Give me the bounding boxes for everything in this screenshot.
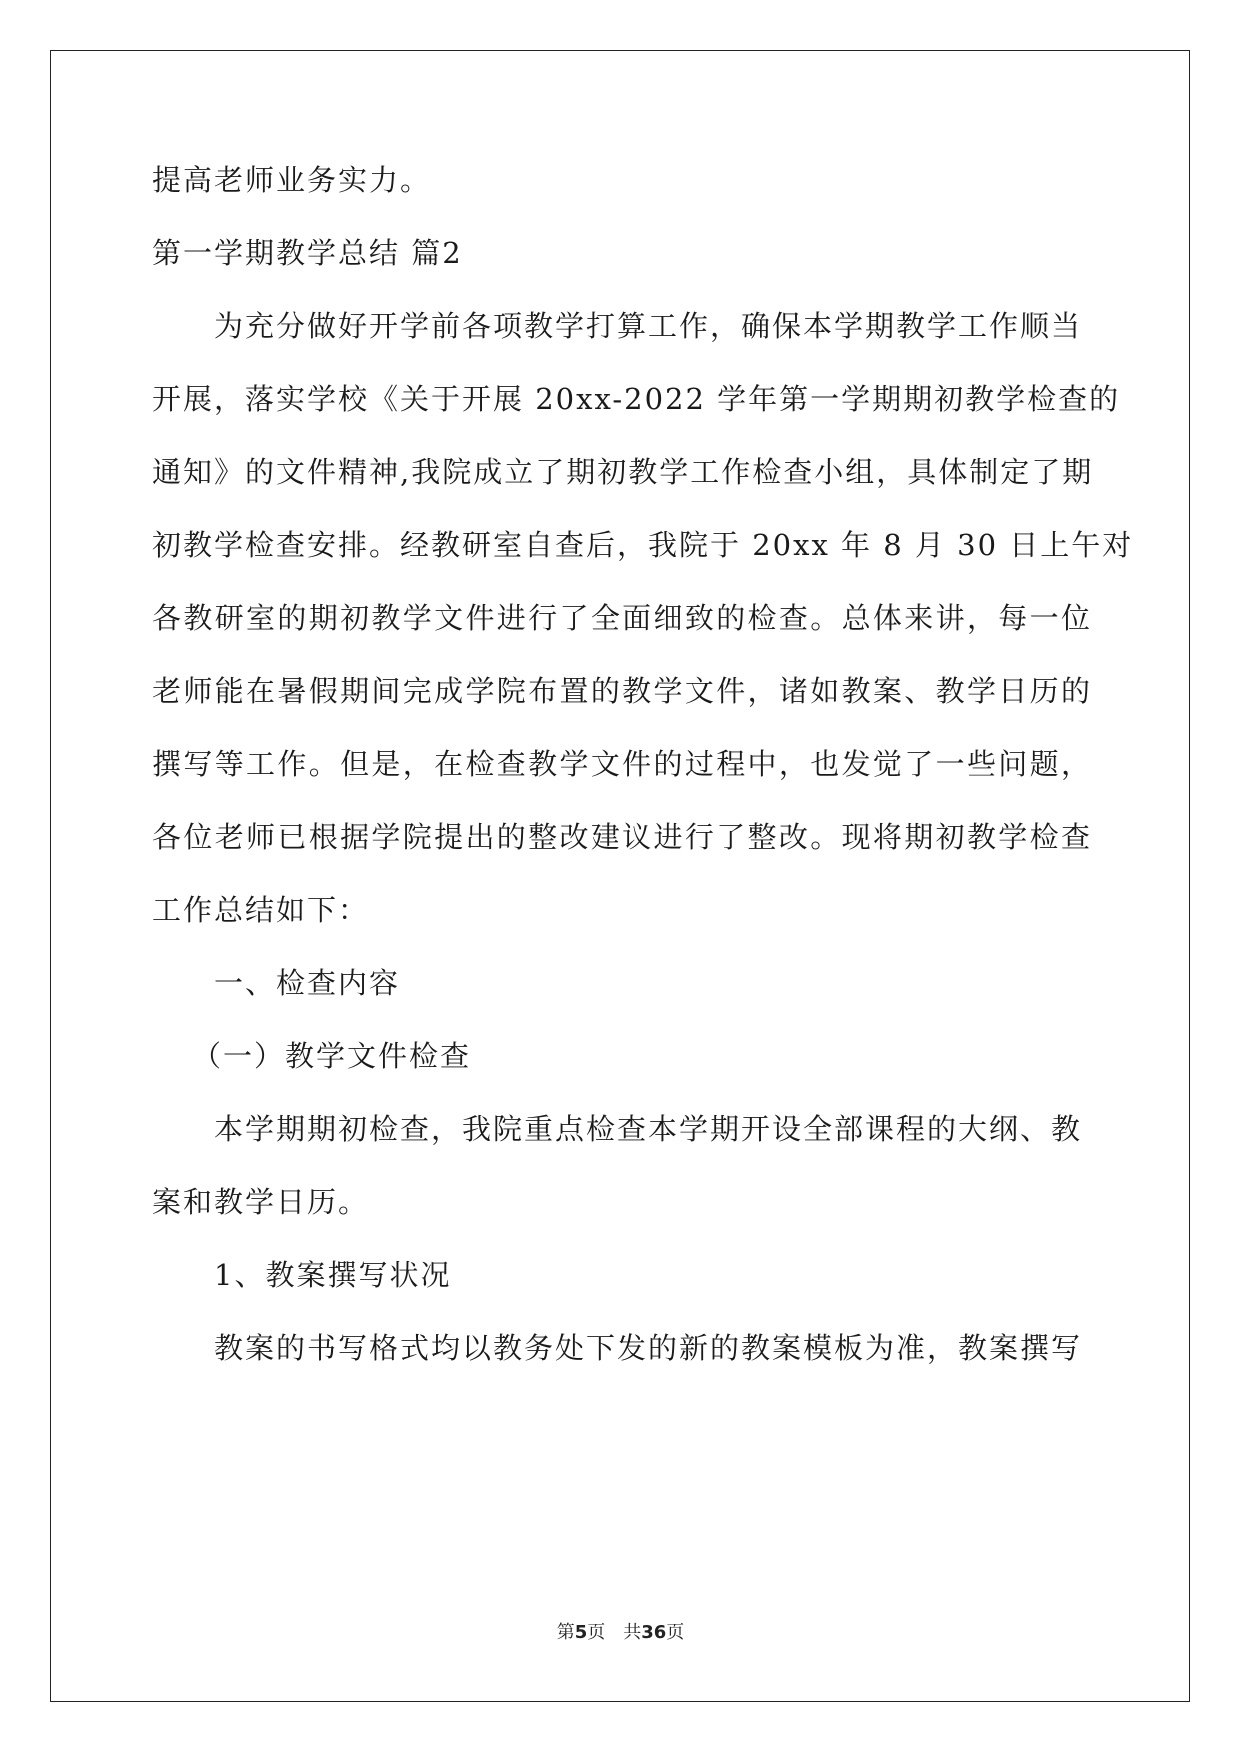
section-heading: 第一学期教学总结 篇2 — [152, 236, 463, 270]
paragraph-line: 案和教学日历。 — [152, 1185, 370, 1219]
paragraph-line: 通知》的文件精神,我院成立了期初教学工作检查小组，具体制定了期 — [152, 455, 1094, 489]
paragraph-line: 各位老师已根据学院提出的整改建议进行了整改。现将期初教学检查 — [152, 820, 1092, 854]
paragraph-line: 教案的书写格式均以教务处下发的新的教案模板为准，教案撰写 — [214, 1331, 1083, 1365]
total-page-count: 36 — [641, 1622, 667, 1643]
page-footer — [0, 1618, 1241, 1644]
current-page-number: 5 — [574, 1622, 588, 1643]
paragraph-line: 老师能在暑假期间完成学院布置的教学文件，诸如教案、教学日历的 — [152, 674, 1092, 708]
footer-suffix: 页 — [666, 1622, 685, 1643]
paragraph-line: 初教学检查安排。经教研室自查后，我院于 20xx 年 8 月 30 日上午对 — [152, 528, 1134, 562]
paragraph-line: 各教研室的期初教学文件进行了全面细致的检查。总体来讲，每一位 — [152, 601, 1092, 635]
subheading: 1、教案撰写状况 — [214, 1258, 452, 1292]
paragraph-line: 为充分做好开学前各项教学打算工作，确保本学期教学工作顺当 — [214, 309, 1083, 343]
paragraph-line: 开展，落实学校《关于开展 20xx-2022 学年第一学期期初教学检查的 — [152, 382, 1121, 416]
paragraph-line: 工作总结如下： — [152, 893, 370, 927]
subheading: 一、检查内容 — [214, 966, 401, 1000]
footer-mid: 页 共 — [587, 1622, 642, 1643]
paragraph-line: 提高老师业务实力。 — [152, 163, 432, 197]
paragraph-line: 撰写等工作。但是，在检查教学文件的过程中，也发觉了一些问题， — [152, 747, 1092, 781]
page-border — [50, 50, 1190, 1702]
paragraph-line: 本学期期初检查，我院重点检查本学期开设全部课程的大纲、教 — [214, 1112, 1083, 1146]
footer-prefix: 第 — [556, 1622, 575, 1643]
subheading: （一）教学文件检查 — [192, 1039, 472, 1073]
